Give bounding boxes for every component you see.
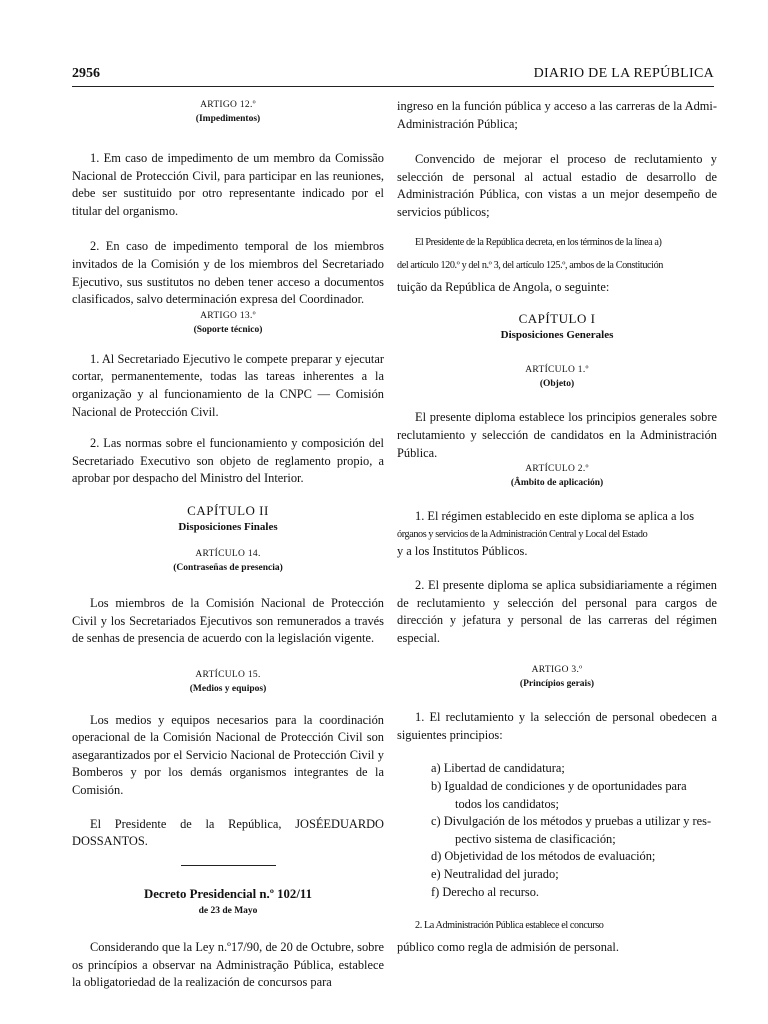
article-14-paragraph: Los miembros de la Comisión Nacional de Protección Civil y los Secretariados Ejecutivos son remunerados a través de senhas de presencia de acuerdo con la legislación vigente. (72, 595, 384, 646)
article-13-paragraph-2: 2. Las normas sobre el funcionamiento y composición del Secretariado Executivo son objeto de reglamento propio, a aprobar por despacho del Ministro del Interior. (72, 436, 384, 486)
left-column (72, 98, 384, 992)
list-item-continuation: pectivo sistema de clasificación; (455, 831, 616, 846)
decree-date: de 23 de Mayo (198, 906, 258, 917)
decree-intro-line-3: tuição da República de Angola, o seguinte: (397, 279, 610, 294)
decree-intro-line-1: El Presidente de la República decreta, en los términos de la línea a) (415, 236, 662, 248)
page-header (72, 66, 714, 87)
article-2-title: ARTÍCULO 2.º (525, 464, 589, 475)
list-item: b) Igualdad de condiciones y de oportunidades para (431, 779, 687, 794)
article-3-paragraph-1: 1. El reclutamiento y la selección de personal obedecen a siguientes principios: (397, 710, 717, 742)
convencido-paragraph: Convencido de mejorar el proceso de reclutamiento y selección de personal al actual estadio de desarrollo de Administración Pública, con vistas a un mejor desempeño de servicios públicos; (397, 152, 717, 219)
article-2-subtitle: (Âmbito de aplicación) (510, 478, 604, 489)
article-3-subtitle: (Princípios gerais) (519, 679, 595, 690)
article-3-title: ARTIGO 3.º (531, 665, 583, 676)
right-column (397, 98, 717, 956)
article-14-title: ARTÍCULO 14. (195, 548, 261, 559)
list-item: c) Divulgación de los métodos y pruebas a utilizar y res- (431, 814, 712, 829)
article-12-title: ARTIGO 12.º (200, 100, 256, 110)
article-12-subtitle: (Impedimentos) (195, 114, 261, 124)
article-2-paragraph-2: 2. El presente diploma se aplica subsidiariamente a régimen de reclutamiento y selección del personal para cargos de dirección y jefatura y personal de las carreras del régimen especial. (397, 577, 717, 645)
article-2-paragraph-1-line-1: 1. El régimen establecido en este diploma se aplica a los (415, 509, 695, 524)
president-signature: El Presidente de la República, JOSÉEDUARDO DOSSANTOS. (72, 816, 384, 849)
decree-paragraph: Considerando que la Ley n.º17/90, de 20 de Octubre, sobre os princípios a observar na Administração Pública, establece la obligatoriedad de la realización de concursos para (72, 940, 384, 990)
decree-title: Decreto Presidencial n.º 102/11 (144, 886, 312, 901)
chapter-1-subtitle: Disposiciones Generales (500, 329, 614, 342)
chapter-2-title: CAPÍTULO II (187, 502, 269, 518)
article-13-paragraph-1: 1. Al Secretariado Ejecutivo le compete preparar y ejecutar cortar, permanentemente, todas las tareas inherentes a la organização y al funcionamiento de la CNPC — Comisión Nacional de Protección Civil. (72, 351, 384, 419)
article-15-subtitle: (Medios y equipos) (189, 683, 267, 694)
list-item: a) Libertad de candidatura; (431, 761, 565, 776)
article-3-paragraph-2-line-1: 2. La Administración Pública establece el concurso (415, 920, 604, 932)
list-item: e) Neutralidad del jurado; (431, 867, 559, 882)
article-2-paragraph-1-line-2: órganos y servicios de la Administración Central y Local del Estado (397, 528, 648, 540)
article-13-title: ARTIGO 13.º (200, 310, 256, 321)
principles-list (431, 760, 717, 901)
list-item-continuation: todos los candidatos; (455, 796, 559, 811)
page-number: 2956 (72, 66, 100, 81)
article-13-subtitle: (Soporte técnico) (193, 324, 263, 335)
chapter-2-subtitle: Disposiciones Finales (178, 520, 278, 533)
continued-paragraph: ingreso en la función pública y acceso a las carreras de la Admi-Administración Pública; (397, 99, 717, 131)
article-14-subtitle: (Contraseñas de presencia) (173, 562, 283, 573)
list-item: d) Objetividad de los métodos de evaluación; (431, 849, 656, 864)
article-3-paragraph-2-line-2: público como regla de admisión de personal. (397, 939, 619, 954)
article-1-subtitle: (Objeto) (539, 379, 575, 390)
article-1-paragraph: El presente diploma establece los principios generales sobre reclutamiento y selección de candidatos en la Administración Pública. (397, 410, 717, 460)
article-15-title: ARTÍCULO 15. (195, 669, 261, 680)
article-12-paragraph-1: 1. Em caso de impedimento de um membro da Comissão Nacional de Protección Civil, para participar en las reuniones, debe ser sustituido por otro representante indicado por el titular del organismo. (72, 151, 384, 218)
article-2-paragraph-1-line-3: y a los Institutos Públicos. (397, 544, 528, 559)
article-15-paragraph: Los medios y equipos necesarios para la coordinación operacional de la Comisión Nacional de Protección Civil son asegarantizados por el Servicio Nacional de Protección Civil y Bomberos y por los demás organismos integrantes de la Comisión. (72, 712, 384, 798)
list-item: f) Derecho al recurso. (431, 884, 540, 899)
journal-title: DIARIO DE LA REPÚBLICA (533, 66, 714, 81)
article-12-paragraph-2: 2. En caso de impedimento temporal de los miembros invitados de la Comisión y de los miembros del Secretariado Ejecutivo, sus sustitutos no deben tener acceso a documentos clasificados, salvo determinación expresa del Coordinador. (72, 239, 384, 307)
chapter-1-title: CAPÍTULO I (518, 311, 596, 327)
article-1-title: ARTÍCULO 1.º (525, 365, 589, 376)
decree-intro-line-2: del artículo 120.º y del n.º 3, del artículo 125.º, ambos de la Constitución (397, 260, 663, 272)
